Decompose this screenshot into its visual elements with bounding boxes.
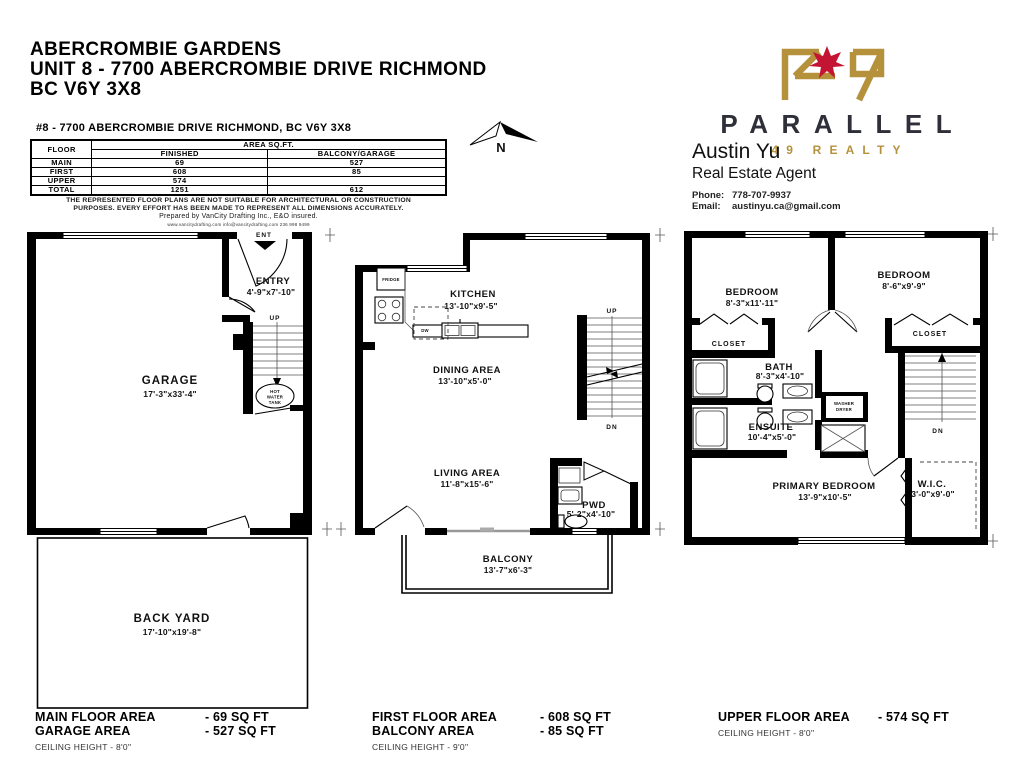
cell-finished: 574: [92, 177, 268, 186]
primary-bedroom-dim: 13'-9"x10'-5": [798, 492, 852, 502]
title-line-2: UNIT 8 - 7700 ABERCROMBIE DRIVE RICHMOND: [30, 59, 487, 80]
area-table: [30, 139, 447, 196]
tick-marks: [988, 227, 998, 548]
phone-value: 778-707-9937: [732, 190, 792, 201]
up-label: UP: [606, 308, 618, 315]
living-dim: 11'-8"x15'-6": [440, 479, 494, 489]
fridge-label: FRIDGE: [382, 277, 400, 282]
prepared-by: Prepared by VanCity Drafting Inc., E&O insured.: [159, 213, 318, 220]
agent-email: [692, 201, 841, 212]
dryer-label: DRYER: [836, 407, 852, 412]
email-label: Email:: [692, 201, 721, 212]
bedroom2-label: BEDROOM: [877, 270, 931, 281]
ensuite-tub: [693, 408, 727, 449]
cell-floor: UPPER: [31, 177, 92, 186]
pwd-toilet: [558, 515, 564, 528]
bath-label: BATH: [765, 362, 793, 373]
table-row: [31, 177, 446, 186]
pwd-door: [584, 462, 604, 480]
ceiling-height: CEILING HEIGHT - 8'0": [35, 742, 132, 752]
summary-value: - 69 SQ FT: [205, 710, 269, 724]
dn-label: DN: [932, 428, 944, 435]
agent-card: [692, 140, 841, 212]
living-label: LIVING AREA: [433, 468, 501, 479]
page-title: [30, 40, 487, 100]
dining-label: DINING AREA: [433, 365, 501, 376]
col-floor: FLOOR: [31, 140, 92, 159]
wic-dim: 3'-0"x9'-0": [911, 489, 955, 499]
ensuite-dim: 10'-4"x5'-0": [747, 432, 797, 442]
first-floor-plan: [350, 222, 670, 607]
disclaimer-line-1: THE REPRESENTED FLOOR PLANS ARE NOT SUITABLE FOR ARCHITECTURAL OR CONSTRUCTION: [66, 197, 411, 204]
bath-dim: 8'-3"x4'-10": [755, 371, 805, 381]
dining-dim: 13'-10"x5'-0": [438, 376, 492, 386]
closet1-label: CLOSET: [711, 341, 747, 348]
cell-balcony: 85: [268, 168, 446, 177]
entry-label: ENTRY: [255, 276, 291, 287]
north-arrow-icon: [466, 114, 546, 158]
north-label: N: [496, 140, 506, 155]
washer-label: WASHER: [833, 401, 855, 406]
col-area: AREA SQ.FT.: [92, 140, 446, 150]
cell-finished: 608: [92, 168, 268, 177]
hwt-label: TANK: [268, 400, 282, 405]
upper-floor-summary: [718, 710, 949, 740]
kitchen-dim: 13'-10"x9'-5": [444, 301, 498, 311]
bath-toilet: [757, 386, 773, 402]
parallel49-logo-icon: [761, 40, 911, 102]
backyard-label: BACK YARD: [133, 613, 211, 625]
cell-balcony: 527: [268, 159, 446, 168]
disclaimer-line-2: PURPOSES. EVERY EFFORT HAS BEEN MADE TO REPRESENT ALL DIMENSIONS ACCURATELY.: [73, 204, 404, 212]
summary-value: - 85 SQ FT: [540, 724, 604, 738]
col-balcony: BALCONY/GARAGE: [268, 150, 446, 159]
up-label: UP: [269, 315, 281, 322]
tick-marks: [655, 228, 665, 536]
agent-name: Austin Yu: [692, 140, 781, 163]
cell-floor: MAIN: [31, 159, 92, 168]
table-row: [31, 159, 446, 168]
title-line-3: BC V6Y 3X8: [30, 79, 142, 100]
agent-phone: [692, 190, 841, 201]
email-value: austinyu.ca@gmail.com: [732, 201, 841, 212]
summary-label: UPPER FLOOR AREA: [718, 710, 850, 724]
summary-value: - 608 SQ FT: [540, 710, 611, 724]
door-swing: [375, 506, 424, 528]
entry-dim: 4'-9"x7'-10": [246, 287, 296, 297]
cell-finished: 69: [92, 159, 268, 168]
pwd-sink: [558, 487, 582, 504]
staircase: [253, 322, 303, 387]
table-row: [31, 186, 446, 196]
balcony-dim: 13'-7"x6'-3": [483, 565, 533, 575]
summary-value: - 574 SQ FT: [878, 710, 949, 724]
bedroom1-label: BEDROOM: [725, 287, 779, 298]
table-row: [31, 150, 446, 159]
bathtub: [693, 360, 727, 397]
ent-arrow-icon: [254, 241, 276, 250]
brand-name: PARALLEL: [720, 109, 966, 139]
cell-balcony: 612: [268, 186, 446, 196]
summary-label: MAIN FLOOR AREA: [35, 710, 156, 724]
summary-value: - 527 SQ FT: [205, 724, 276, 738]
pwd-dim: 5'-2"x4'-10": [566, 509, 616, 519]
summary-label: BALCONY AREA: [372, 724, 475, 738]
ceiling-height: CEILING HEIGHT - 8'0": [718, 728, 815, 738]
primary-bedroom-label: PRIMARY BEDROOM: [772, 481, 876, 492]
closet2-label: CLOSET: [912, 331, 948, 338]
staircase: [587, 316, 642, 418]
staircase: [905, 353, 976, 422]
agent-title: Real Estate Agent: [692, 165, 817, 182]
drafting-contact: www.vancitydrafting.com info@vancitydrafting.com 236 998 9499: [167, 221, 310, 227]
backyard-dim: 17'-10"x19'-8": [142, 627, 202, 637]
brand-subtitle: 49 REALTY: [771, 143, 909, 157]
cell-floor: FIRST: [31, 168, 92, 177]
ent-label: ENT: [256, 232, 272, 239]
summary-label: FIRST FLOOR AREA: [372, 710, 497, 724]
bedroom2-dim: 8'-6"x9'-9": [882, 281, 926, 291]
upper-floor-plan: [680, 222, 1000, 552]
col-finished: FINISHED: [92, 150, 268, 159]
hwt-label: WATER: [266, 394, 284, 400]
kitchen-label: KITCHEN: [450, 289, 496, 300]
pwd-label: PWD: [582, 500, 606, 511]
ensuite-label: ENSUITE: [748, 422, 794, 433]
cell-finished: 1251: [92, 186, 268, 196]
hwt-label: HOT: [270, 389, 280, 394]
main-floor-plan: [25, 222, 343, 717]
tick-marks: [322, 228, 346, 536]
table-row: [31, 168, 446, 177]
phone-label: Phone:: [692, 190, 725, 201]
bedroom1-dim: 8'-3"x11'-11": [725, 298, 779, 308]
wic-label: W.I.C.: [917, 479, 947, 490]
dw-label: DW: [421, 328, 429, 333]
first-floor-summary: [372, 710, 611, 754]
address-heading: #8 - 7700 ABERCROMBIE DRIVE RICHMOND, BC V6Y 3X8: [36, 122, 352, 134]
garage-dim: 17'-3"x33'-4": [143, 389, 197, 399]
title-line-1: ABERCROMBIE GARDENS: [30, 39, 282, 60]
dn-label: DN: [606, 424, 618, 431]
ceiling-height: CEILING HEIGHT - 9'0": [372, 742, 469, 752]
balcony-label: BALCONY: [482, 554, 534, 565]
main-floor-summary: [35, 710, 276, 754]
cell-floor: TOTAL: [31, 186, 92, 196]
summary-label: GARAGE AREA: [35, 724, 131, 738]
garage-label: GARAGE: [141, 375, 199, 387]
